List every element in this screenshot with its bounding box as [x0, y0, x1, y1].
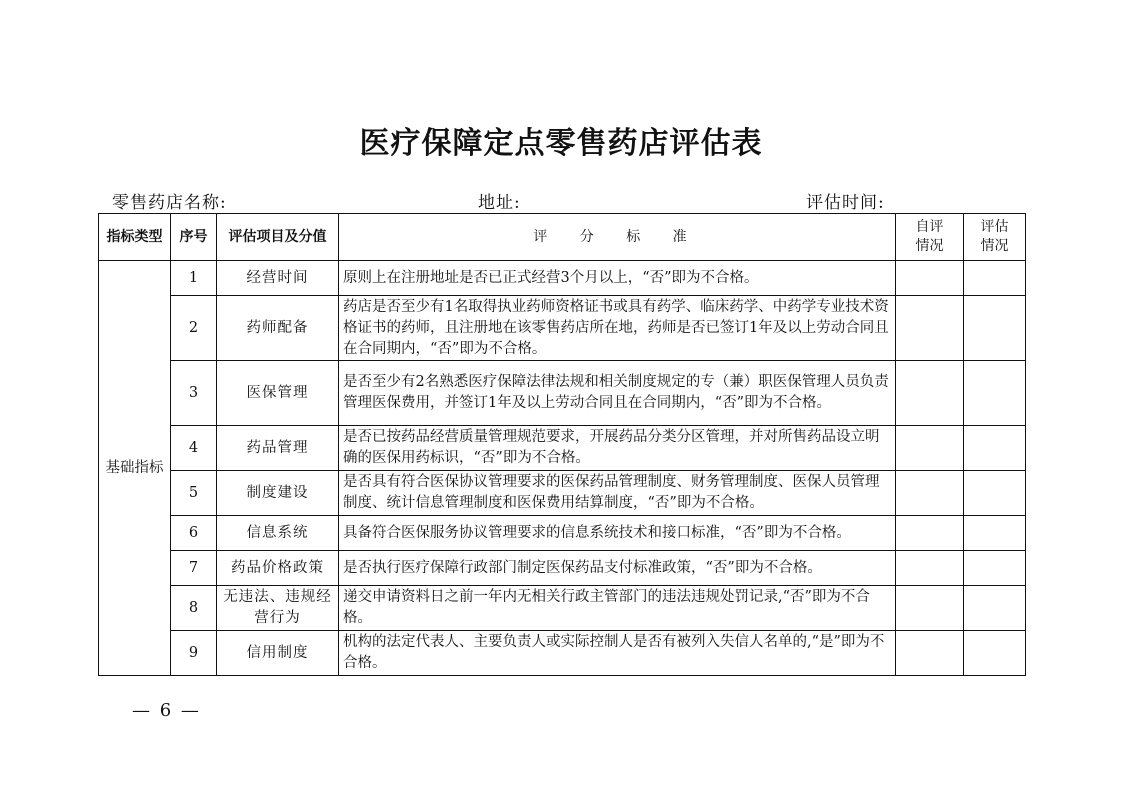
- header-seq: 序号: [171, 214, 217, 261]
- row-standard: 原则上在注册地址是否已正式经营3个月以上，“否”即为不合格。: [339, 261, 896, 296]
- row-item: 医保管理: [217, 361, 339, 426]
- category-cell: 基础指标: [99, 261, 171, 676]
- self-eval-cell[interactable]: [896, 631, 964, 676]
- row-seq: 2: [171, 296, 217, 361]
- self-eval-cell[interactable]: [896, 296, 964, 361]
- table-row: [99, 586, 1026, 631]
- header-self-eval-line2: 情况: [915, 238, 944, 254]
- eval-cell[interactable]: [964, 516, 1026, 551]
- row-seq: 4: [171, 426, 217, 471]
- row-item: 经营时间: [217, 261, 339, 296]
- header-eval-line1: 评估: [980, 219, 1009, 235]
- row-item: 无违法、违规经营行为: [217, 586, 339, 631]
- page-number: — 6 —: [132, 700, 201, 721]
- self-eval-cell[interactable]: [896, 426, 964, 471]
- header-eval: [964, 214, 1026, 261]
- eval-cell[interactable]: [964, 551, 1026, 586]
- self-eval-cell[interactable]: [896, 551, 964, 586]
- row-seq: 9: [171, 631, 217, 676]
- row-item: 制度建设: [217, 471, 339, 516]
- store-name-label: 零售药店名称:: [112, 193, 227, 213]
- row-seq: 3: [171, 361, 217, 426]
- row-item: 信用制度: [217, 631, 339, 676]
- self-eval-cell[interactable]: [896, 516, 964, 551]
- eval-cell[interactable]: [964, 586, 1026, 631]
- row-seq: 1: [171, 261, 217, 296]
- evaluation-table: [98, 213, 1026, 676]
- row-seq: 7: [171, 551, 217, 586]
- header-type: 指标类型: [99, 214, 171, 261]
- row-item: 药师配备: [217, 296, 339, 361]
- row-item: 药品价格政策: [217, 551, 339, 586]
- eval-cell[interactable]: [964, 261, 1026, 296]
- header-self-eval-line1: 自评: [915, 219, 944, 235]
- table-row: [99, 426, 1026, 471]
- row-seq: 8: [171, 586, 217, 631]
- eval-cell[interactable]: [964, 296, 1026, 361]
- self-eval-cell[interactable]: [896, 586, 964, 631]
- row-item: 信息系统: [217, 516, 339, 551]
- header-eval-line2: 情况: [980, 238, 1009, 254]
- eval-cell[interactable]: [964, 361, 1026, 426]
- address-label: 地址:: [478, 193, 521, 213]
- self-eval-cell[interactable]: [896, 261, 964, 296]
- row-standard: 是否至少有2名熟悉医疗保障法律法规和相关制度规定的专（兼）职医保管理人员负责管理医保费用，并签订1年及以上劳动合同且在合同期内，“否”即为不合格。: [339, 361, 896, 426]
- row-standard: 机构的法定代表人、主要负责人或实际控制人是否有被列入失信人名单的,“是”即为不合格。: [339, 631, 896, 676]
- table-row: [99, 551, 1026, 586]
- table-row: [99, 631, 1026, 676]
- self-eval-cell[interactable]: [896, 471, 964, 516]
- eval-cell[interactable]: [964, 631, 1026, 676]
- row-standard: 递交申请资料日之前一年内无相关行政主管部门的违法违规处罚记录,“否”即为不合格。: [339, 586, 896, 631]
- table-row: [99, 296, 1026, 361]
- table-header-row: [99, 214, 1026, 261]
- table-row: [99, 361, 1026, 426]
- row-standard: 是否已按药品经营质量管理规范要求，开展药品分类分区管理，并对所售药品设立明确的医保用药标识，“否”即为不合格。: [339, 426, 896, 471]
- row-standard: 是否执行医疗保障行政部门制定医保药品支付标准政策，“否”即为不合格。: [339, 551, 896, 586]
- header-standard: 评 分 标 准: [339, 214, 896, 261]
- table-row: [99, 516, 1026, 551]
- row-item: 药品管理: [217, 426, 339, 471]
- page-title: 医疗保障定点零售药店评估表: [359, 126, 763, 161]
- row-standard: 药店是否至少有1名取得执业药师资格证书或具有药学、临床药学、中药学专业技术资格证书的药师，且注册地在该零售药店所在地，药师是否已签订1年及以上劳动合同且在合同期内，“否”即为不合格。: [339, 296, 896, 361]
- row-seq: 5: [171, 471, 217, 516]
- self-eval-cell[interactable]: [896, 361, 964, 426]
- eval-cell[interactable]: [964, 426, 1026, 471]
- row-seq: 6: [171, 516, 217, 551]
- table-row: [99, 261, 1026, 296]
- row-standard: 是否具有符合医保协议管理要求的医保药品管理制度、财务管理制度、医保人员管理制度、统计信息管理制度和医保费用结算制度，“否”即为不合格。: [339, 471, 896, 516]
- eval-time-label: 评估时间:: [806, 193, 885, 213]
- header-item: 评估项目及分值: [217, 214, 339, 261]
- header-self-eval: [896, 214, 964, 261]
- row-standard: 具备符合医保服务协议管理要求的信息系统技术和接口标准，“否”即为不合格。: [339, 516, 896, 551]
- table-row: [99, 471, 1026, 516]
- eval-cell[interactable]: [964, 471, 1026, 516]
